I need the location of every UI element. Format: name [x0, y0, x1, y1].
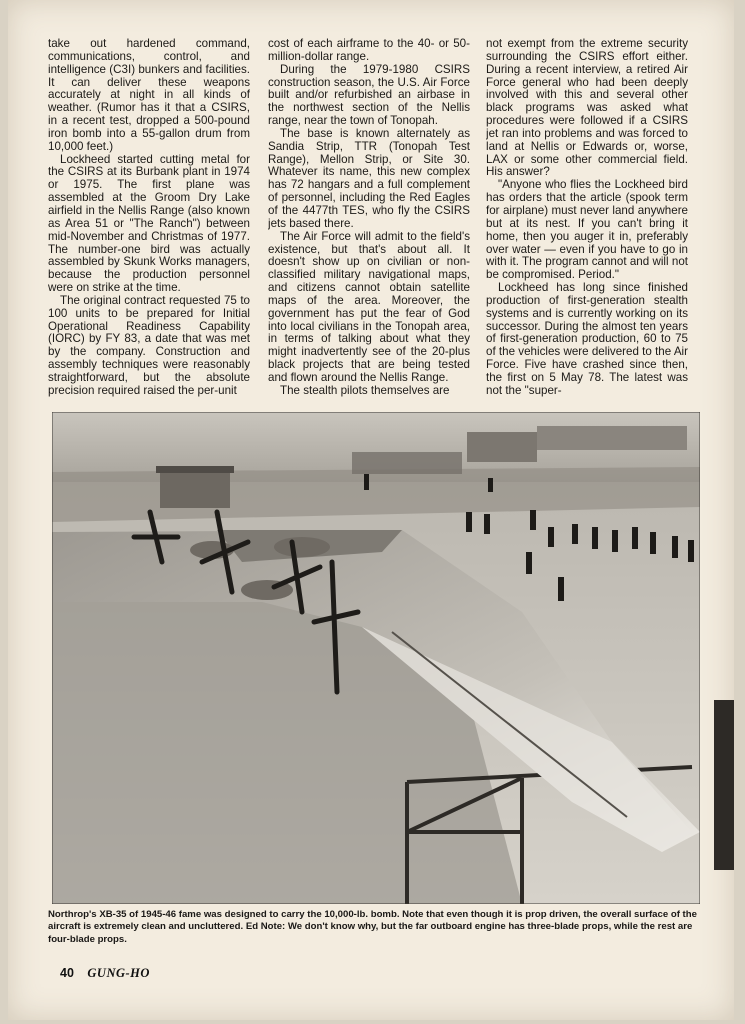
- paragraph: Lockheed started cutting metal for the CSIRS at its Burbank plant in 1974 or 1975. The first plane was assembled at the Groom Dry Lake airfield in the Nellis Range (also known as Area 51 or "The Ranch") between mid-November and Christmas of 1977. The number-one bird was actually assembled by Skunk Works managers, because the production personnel were on strike at the time.: [48, 152, 250, 295]
- paragraph: The Air Force will admit to the field's existence, but that's about all. It doesn't show up on civilian or non-classified military navigational maps, and citizens cannot obtain satellite maps of the area. Moreover, the government has put the fear of God into local civilians in the Tonopah area, in terms of talking about what they might inadvertently see of the 20-plus black projects that are being tested and flown around the Nellis Range.: [268, 229, 470, 384]
- paragraph: During the 1979-1980 CSIRS construction season, the U.S. Air Force built and/or refurbished an airbase in the northwest section of the Nellis range, near the town of Tonopah.: [268, 62, 470, 128]
- paragraph: The stealth pilots themselves are: [280, 383, 450, 397]
- paragraph: The base is known alternately as Sandia Strip, TTR (Tonopah Test Range), Mellon Strip, or Site 30. Whatever its name, this new complex has 72 hangars and a full complement of personnel, including the Red Eagles of the 4477th TES, who fly the CSIRS jets based there.: [268, 126, 470, 230]
- xb35-flying-wing-photo: [52, 412, 700, 904]
- folio: [60, 966, 150, 981]
- magazine-name: GUNG-HO: [87, 966, 150, 980]
- paragraph: not exempt from the extreme security surrounding the CSIRS effort either. During a recent interview, a retired Air Force general who had been deeply involved with this and several other black programs was asked what procedures were followed if a CSIRS jet ran into problems and was forced to land at Nellis or Edwards or, worse, LAX or some other commercial field. His answer?: [486, 38, 688, 179]
- paragraph: "Anyone who flies the Lockheed bird has orders that the article (spook term for airplane) must never land anywhere but at its nest. If you can't bring it home, then you auger it in, preferably over water — even if you have to go in with it. The program cannot and will not be compromised. Period.": [486, 178, 688, 282]
- text-column-3: [486, 38, 688, 400]
- photo-caption: Northrop's XB-35 of 1945-46 fame was designed to carry the 10,000-lb. bomb. Note that even though it is prop driven, the overall surface of the aircraft is extremely clean and uncluttered. Ed Note: We don't know why, but the far outboard engine has three-blade props, while the rest are four-blade props.: [48, 909, 697, 945]
- text-column-1: [48, 38, 250, 400]
- paragraph: cost of each airframe to the 40- or 50-million-dollar range.: [268, 38, 470, 63]
- torn-edge: [714, 700, 734, 870]
- magazine-page: [8, 0, 734, 1020]
- paragraph: Lockheed has long since finished production of first-generation stealth systems and is currently working on its successor. During the almost ten years of first-generation production, 60 to 75 of the vehicles were delivered to the Air Force. Five have crashed since then, the first on 5 May 78. The latest was not the "super-: [486, 281, 688, 397]
- paragraph: The original contract requested 75 to 100 units to be prepared for Initial Operational Readiness Capability (IORC) by FY 83, a date that was met by the company. Construction and assembly techniques were reasonably straightforward, but the absolute precision required raised the per-unit: [48, 293, 250, 397]
- paragraph: take out hardened command, communications, control, and intelligence (C3I) bunkers and facilities. It can deliver these weapons accurately at night in all kinds of weather. (Rumor has it that a CSIRS, in a recent test, dropped a 500-pound iron bomb into a 55-gallon drum from 10,000 feet.): [48, 38, 250, 153]
- text-column-2: [268, 38, 470, 400]
- page-number: 40: [60, 966, 74, 980]
